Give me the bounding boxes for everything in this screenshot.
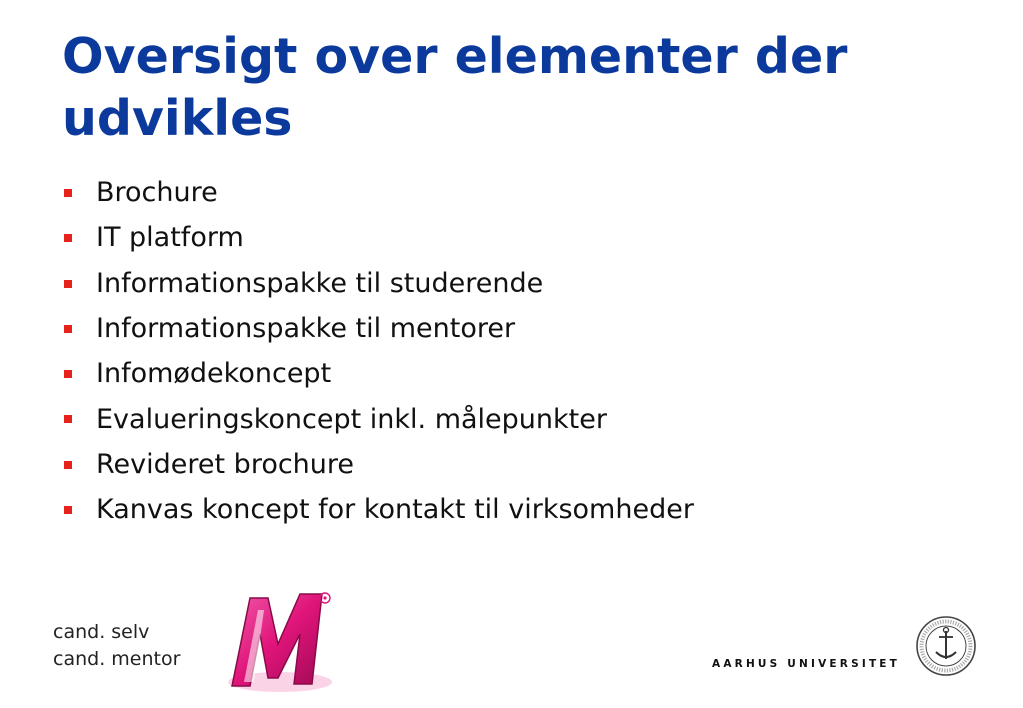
slide-title-line2: udvikles — [62, 90, 293, 147]
bullet-text: Informationspakke til mentorer — [96, 313, 516, 345]
bullet-text: Revideret brochure — [96, 448, 355, 480]
bullet-text: Brochure — [96, 177, 218, 209]
university-name: AARHUS UNIVERSITET — [712, 658, 901, 670]
program-name — [53, 619, 180, 673]
program-line-2: cand. mentor — [53, 648, 181, 670]
square-bullet-icon — [64, 370, 72, 378]
university-seal-icon — [915, 615, 977, 677]
square-bullet-icon — [64, 461, 72, 469]
square-bullet-icon — [64, 280, 72, 288]
bullet-text: Informationspakke til studerende — [96, 267, 544, 299]
bullet-item — [62, 261, 694, 306]
bullet-item — [62, 487, 694, 532]
slide-title — [62, 26, 982, 150]
bullet-item — [62, 351, 694, 396]
bullet-item — [62, 306, 694, 351]
bullet-text: Kanvas koncept for kontakt til virksomheder — [96, 494, 694, 526]
bullet-item — [62, 170, 694, 215]
bullet-item — [62, 442, 694, 487]
square-bullet-icon — [64, 189, 72, 197]
bullet-text: Evalueringskoncept inkl. målepunkter — [96, 403, 607, 435]
bullet-item — [62, 215, 694, 260]
slide-title-line1: Oversigt over elementer der — [62, 28, 848, 85]
square-bullet-icon — [64, 415, 72, 423]
bullet-list — [62, 170, 694, 532]
square-bullet-icon — [64, 506, 72, 514]
magenta-m-logo-icon — [222, 586, 337, 698]
bullet-item — [62, 396, 694, 441]
program-line-1: cand. selv — [53, 621, 150, 643]
bullet-text: IT platform — [96, 222, 244, 254]
bullet-text: Infomødekoncept — [96, 358, 332, 390]
square-bullet-icon — [64, 325, 72, 333]
square-bullet-icon — [64, 234, 72, 242]
